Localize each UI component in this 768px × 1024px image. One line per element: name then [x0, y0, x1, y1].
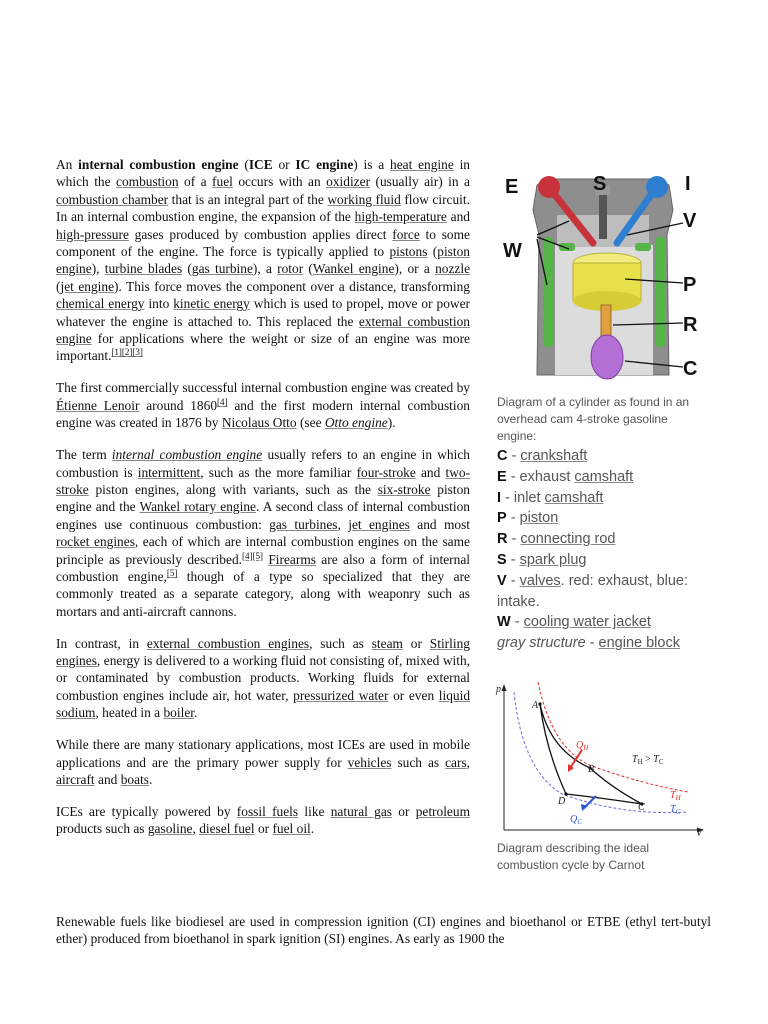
ref-link[interactable]: [4]	[241, 550, 253, 561]
link-fuel-oil[interactable]: fuel oil	[272, 821, 311, 837]
link-piston[interactable]: piston	[519, 510, 559, 527]
legend-item: S - spark plug	[497, 551, 587, 568]
link-piston-engine[interactable]: piston engine	[56, 244, 470, 277]
paragraph-4: In contrast, in external combustion engines, such as steam or Stirling engines, energy is delivered to a working fluid not consisting of, mixed with, or contaminated by combustion products. Working fluids for external combustion engines include air, hot water, pressurized water or even liquid sodium, heated in a boiler.	[56, 635, 471, 721]
link-gasoline[interactable]: gasoline	[147, 821, 193, 837]
link-intermittent[interactable]: intermittent	[137, 464, 201, 480]
label-th-gt-tc: $T_H > T_C$	[632, 754, 664, 766]
link-diesel-fuel[interactable]: diesel fuel	[199, 821, 255, 837]
legend-item: V - valves. red: exhaust, blue: intake.	[497, 572, 689, 610]
link-crankshaft[interactable]: crankshaft	[520, 448, 588, 464]
link-firearms[interactable]: Firearms	[268, 551, 316, 567]
ref-link[interactable]: [4]	[217, 396, 228, 407]
link-external-combustion-engine[interactable]: external combustion engine	[56, 313, 470, 347]
link-camshaft[interactable]: camshaft	[544, 489, 604, 506]
paragraph-1: An internal combustion engine (ICE or IC engine) is a heat engine in which the combustion of a fuel occurs with an oxidizer (usually air) in a combustion chamber that is an integral part of the working fluid flow circuit. In an internal combustion engine, the expansion of the high-temperature and high-pressure gases produced by combustion applies direct force to some component of the engine. The force is typically applied to pistons (piston engine), turbine blades (gas turbine), a rotor (Wankel engine), or a nozzle (jet engine). This force moves the component over a distance, transforming chemical energy into kinetic energy which is used to propel, move or power whatever the engine is attached to. This replaced the external combustion engine for applications where the weight or size of an engine was more important.[1][2][3]	[56, 157, 471, 364]
link-six-stroke[interactable]: six-stroke	[377, 481, 431, 497]
label-qh: $Q_H$	[576, 740, 589, 752]
link-vehicles[interactable]: vehicles	[347, 754, 392, 770]
paragraph-3: The term internal combustion engine usually refers to an engine in which combustion is intermittent, such as the more familiar four-stroke and two-stroke piston engines, along with variants, such as the six-stroke piston engine and the Wankel rotary engine. A second class of internal combustion engines use continuous combustion: gas turbines, jet engines and most rocket engines, each of which are internal combustion engines on the same principle as previously described.[4][5] Firearms are also a form of internal combustion engine,[5] though of a type so specialized that they are commonly treated as a separate category, along with weaponry such as mortars and anti-aircraft cannons.	[56, 447, 471, 619]
label-p: P	[683, 274, 697, 296]
ref-link[interactable]: [5]	[252, 550, 263, 561]
link-valves[interactable]: valves	[519, 572, 561, 589]
link-pistons[interactable]: pistons	[389, 244, 428, 260]
legend-item: P - piston	[497, 510, 559, 527]
link-otto-engine[interactable]: Otto engine	[324, 415, 388, 431]
point-a: A	[532, 700, 539, 711]
link-jet-engine[interactable]: jet engine	[60, 278, 115, 294]
link-force[interactable]: force	[392, 226, 420, 242]
point-d: D	[558, 796, 566, 807]
legend-item: W - cooling water jacket	[497, 614, 651, 631]
link-engine-block[interactable]: engine block	[598, 635, 680, 652]
link-biodiesel[interactable]: biodiesel	[175, 914, 225, 929]
link-kinetic-energy[interactable]: kinetic energy	[173, 296, 250, 312]
label-i: I	[685, 173, 691, 195]
legend-item: E - exhaust camshaft	[497, 468, 634, 485]
label-v: V	[683, 210, 697, 232]
bold-term: IC engine	[295, 157, 354, 172]
link-fuel[interactable]: fuel	[212, 174, 233, 190]
link-jet-engines[interactable]: jet engines	[348, 516, 410, 532]
link-natural-gas[interactable]: natural gas	[330, 803, 393, 819]
label-r: R	[683, 314, 698, 336]
link-combustion[interactable]: combustion	[116, 174, 179, 190]
link-etbe[interactable]: ETBE	[587, 914, 621, 929]
label-th: $T_H$	[670, 790, 681, 802]
figure1-legend	[497, 446, 712, 654]
link-nozzle[interactable]: nozzle	[435, 261, 471, 277]
link-rocket-engines[interactable]: rocket engines	[56, 534, 135, 550]
ref-link[interactable]: [3]	[132, 347, 143, 358]
link-renewable-fuels[interactable]: Renewable fuels	[56, 914, 147, 929]
label-qc: $Q_C$	[570, 814, 582, 826]
ref-link[interactable]: [5]	[166, 567, 178, 578]
link-wankel-engine[interactable]: Wankel engine	[312, 261, 395, 277]
link-combustion-chamber[interactable]: combustion chamber	[56, 191, 169, 207]
link-fossil-fuels[interactable]: fossil fuels	[236, 803, 299, 819]
paragraph-2: The first commercially successful internal combustion engine was created by Étienne Lenoir around 1860[4] and the first modern internal combustion engine was created in 1876 by Nicolaus Otto (see Otto engine).	[56, 380, 470, 431]
link-wankel-rotary-engine[interactable]: Wankel rotary engine	[139, 499, 256, 515]
link-boiler[interactable]: boiler	[163, 705, 194, 721]
link-nicolaus-otto[interactable]: Nicolaus Otto	[221, 415, 297, 431]
link-lenoir[interactable]: Étienne Lenoir	[56, 397, 140, 413]
axis-label-v: V	[696, 828, 703, 838]
link-spark-plug[interactable]: spark plug	[519, 551, 587, 568]
label-c: C	[683, 358, 698, 380]
link-stirling-engines[interactable]: Stirling engines	[56, 635, 470, 669]
legend-item: C - crankshaft	[497, 448, 588, 464]
point-b: B	[588, 764, 595, 775]
link-two-stroke[interactable]: two-stroke	[56, 464, 471, 497]
link-aircraft[interactable]: aircraft	[56, 772, 95, 787]
legend-item: R - connecting rod	[497, 531, 616, 548]
legend-item: I - inlet camshaft	[497, 489, 604, 506]
article-body	[56, 156, 470, 852]
figure2-caption: Diagram describing the ideal combustion cycle by Carnot	[497, 841, 650, 872]
ref-link[interactable]: [2]	[121, 347, 133, 358]
axis-label-p: p	[496, 684, 501, 695]
link-boats[interactable]: boats	[120, 772, 149, 787]
link-cars[interactable]: cars	[445, 754, 467, 770]
link-external-combustion-engines[interactable]: external combustion engines	[146, 635, 310, 651]
link-four-stroke[interactable]: four-stroke	[356, 464, 416, 480]
label-s: S	[593, 173, 607, 195]
link-bioethanol[interactable]: bioethanol	[509, 914, 567, 929]
label-w: W	[503, 240, 522, 262]
link-oxidizer[interactable]: oxidizer	[326, 174, 371, 190]
link-internal-combustion-engine[interactable]: internal combustion engine	[111, 447, 263, 463]
link-high-pressure[interactable]: high-pressure	[56, 226, 129, 242]
point-c: C	[638, 802, 645, 813]
paragraph-5: While there are many stationary applications, most ICEs are used in mobile applications and are the primary power supply for vehicles such as cars, aircraft and boats.	[56, 737, 471, 787]
link-camshaft[interactable]: camshaft	[574, 468, 634, 485]
link-turbine-blades[interactable]: turbine blades	[104, 261, 183, 277]
link-connecting-rod[interactable]: connecting rod	[520, 531, 616, 548]
ref-link[interactable]: [1]	[111, 347, 122, 358]
label-tc: $T_C$	[670, 804, 681, 816]
link-working-fluid[interactable]: working fluid	[327, 191, 401, 207]
bold-term: ICE	[248, 157, 273, 172]
bold-term: internal combustion engine	[78, 157, 239, 172]
paragraph-7: Renewable fuels like biodiesel are used in compression ignition (CI) engines and bioethanol or ETBE (ethyl tert-butyl ether) produced from bioethanol in spark ignition (SI) engines. As early as 1900 the	[56, 914, 711, 947]
link-heat-engine[interactable]: heat engine	[390, 157, 454, 172]
label-e: E	[505, 176, 519, 198]
link-gas-turbines[interactable]: gas turbines	[269, 516, 338, 532]
link-pressurized-water[interactable]: pressurized water	[293, 687, 389, 703]
legend-item: gray structure - engine block	[497, 635, 680, 652]
link-gas-turbine[interactable]: gas turbine	[191, 261, 253, 277]
link-high-temperature[interactable]: high-temperature	[354, 209, 447, 225]
link-cooling-water-jacket[interactable]: cooling water jacket	[523, 614, 651, 631]
link-steam[interactable]: steam	[371, 635, 403, 651]
link-petroleum[interactable]: petroleum	[415, 803, 470, 819]
paragraph-6: ICEs are typically powered by fossil fuels like natural gas or petroleum products such as gasoline, diesel fuel or fuel oil.	[56, 803, 470, 837]
link-chemical-energy[interactable]: chemical energy	[56, 296, 145, 312]
link-liquid-sodium[interactable]: liquid sodium	[56, 687, 471, 721]
carnot-cycle-diagram	[492, 680, 712, 838]
engine-cylinder-diagram	[497, 165, 709, 390]
figure1-caption: Diagram of a cylinder as found in an overhead cam 4-stroke gasoline engine:	[497, 395, 690, 443]
link-rotor[interactable]: rotor	[277, 261, 304, 277]
